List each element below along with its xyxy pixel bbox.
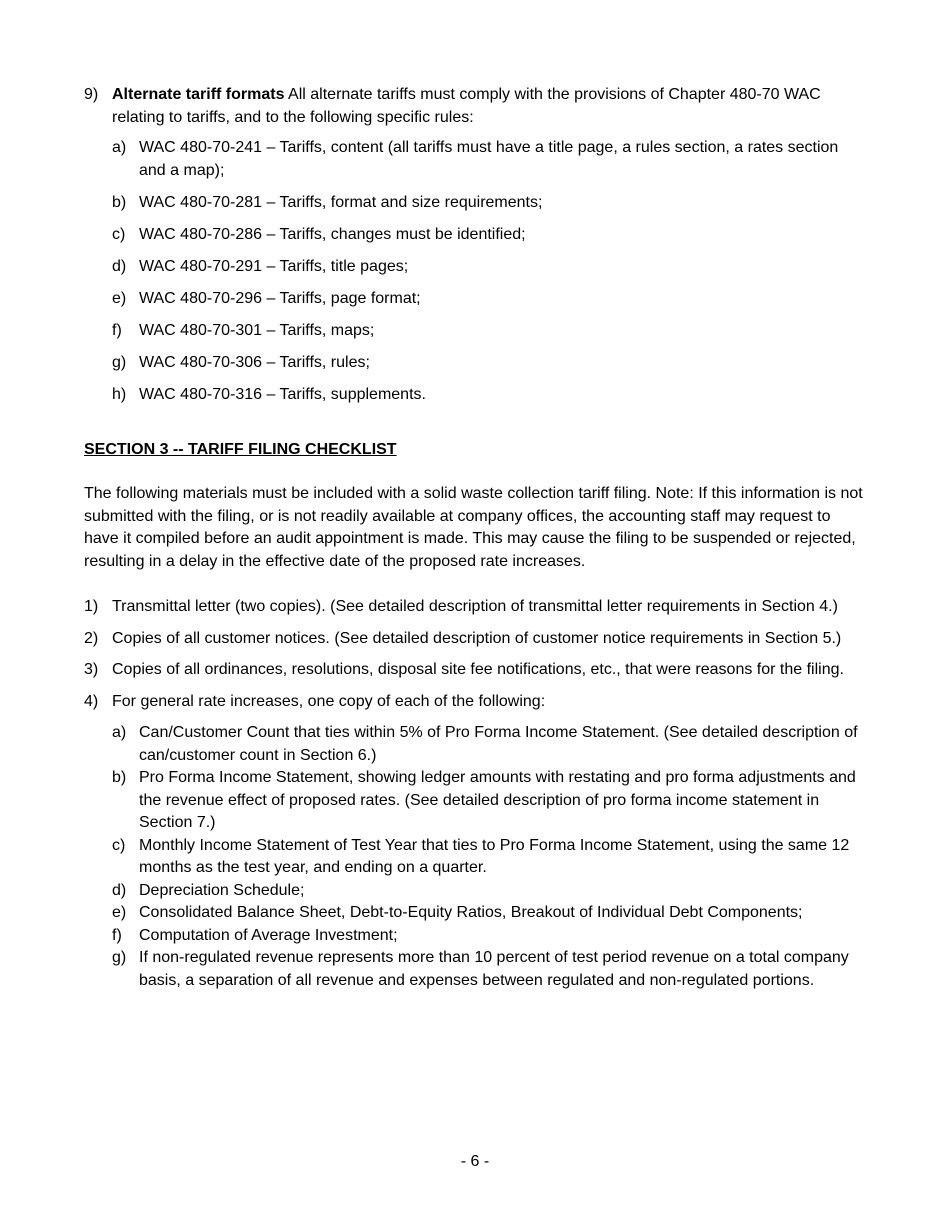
sub-item-9c [112, 224, 864, 247]
sub-item-text: WAC 480-70-286 – Tariffs, changes must be identified; [139, 226, 526, 243]
sub-item-9f [112, 320, 864, 343]
sub-item-text: Pro Forma Income Statement, showing ledger amounts with restating and pro forma adjustments and the revenue effect of proposed rates. (See detailed description of pro forma income statement in Section 7.) [139, 769, 856, 831]
sub-item-4g [112, 947, 864, 992]
sub-item-number: a) [112, 724, 127, 741]
sub-item-4e [112, 902, 864, 925]
sub-item-text: WAC 480-70-316 – Tariffs, supplements. [139, 386, 426, 403]
sub-item-number: e) [112, 290, 127, 307]
sub-item-number: e) [112, 904, 127, 921]
list-item-2 [84, 628, 864, 651]
section-intro-paragraph: The following materials must be included with a solid waste collection tariff filing. Note: If this information is not submitted with the filing, or is not readily available at company offices, the accounting staff may request to have it compiled before an audit appointment is made. This may cause the filing to be suspended or rejected, resulting in a delay in the effective date of the proposed rate increases. [84, 485, 863, 570]
sub-item-number: d) [112, 881, 127, 899]
sub-item-4f [112, 925, 864, 948]
sub-item-9a [112, 137, 864, 182]
item-body: All alternate tariffs must comply with the provisions of Chapter 480-70 WAC relating to tariffs, and to the following specific rules: [112, 86, 821, 126]
list-item-9 [84, 84, 864, 129]
sub-item-text: WAC 480-70-241 – Tariffs, content (all tariffs must have a title page, a rules section, a rates section and a map); [139, 139, 839, 179]
sub-item-text: If non-regulated revenue represents more than 10 percent of test period revenue on a total company basis, a separation of all revenue and expenses between regulated and non-regulated portions. [139, 949, 849, 989]
sub-item-4b [112, 767, 864, 835]
sub-item-4d [112, 880, 864, 903]
item-text: For general rate increases, one copy of each of the following: [112, 692, 546, 710]
page-number: - 6 - [460, 1153, 490, 1170]
sub-item-9b [112, 192, 864, 215]
sub-item-number: g) [112, 949, 127, 966]
item-number: 3) [84, 661, 99, 678]
item-text: Transmittal letter (two copies). (See detailed description of transmittal letter requirements in Section 4.) [112, 598, 838, 615]
item-text: Copies of all ordinances, resolutions, disposal site fee notifications, etc., that were reasons for the filing. [112, 661, 844, 678]
item-text [112, 84, 864, 129]
sub-item-text: Monthly Income Statement of Test Year that ties to Pro Forma Income Statement, using the same 12 months as the test year, and ending on a quarter. [139, 836, 850, 876]
sub-item-text: Consolidated Balance Sheet, Debt-to-Equity Ratios, Breakout of Individual Debt Components; [139, 904, 803, 921]
sub-item-4a [112, 722, 864, 767]
item-number: 2) [84, 629, 99, 647]
list-item-1 [84, 596, 864, 619]
sub-item-number: a) [112, 139, 127, 156]
item-number: 1) [84, 598, 99, 615]
item-number: 9) [84, 86, 99, 103]
list-item-4 [84, 691, 864, 714]
sub-item-9d [112, 256, 864, 279]
sub-item-text: WAC 480-70-291 – Tariffs, title pages; [139, 258, 409, 275]
sub-item-number: c) [112, 226, 126, 243]
document-page [84, 84, 864, 992]
sub-item-text: Depreciation Schedule; [139, 881, 305, 899]
sub-item-4c [112, 835, 864, 880]
sub-item-number: d) [112, 258, 127, 275]
sub-item-number: b) [112, 769, 127, 786]
sub-item-text: Computation of Average Investment; [139, 926, 398, 944]
sub-item-9g [112, 352, 864, 375]
sub-item-text: Can/Customer Count that ties within 5% of Pro Forma Income Statement. (See detailed description of can/customer count in Section 6.) [139, 724, 858, 764]
sub-item-number: b) [112, 194, 127, 211]
item-number: 4) [84, 692, 99, 710]
item-text: Copies of all customer notices. (See detailed description of customer notice requirements in Section 5.) [112, 629, 842, 647]
sub-item-number: h) [112, 386, 127, 403]
sub-item-text: WAC 480-70-281 – Tariffs, format and size requirements; [139, 194, 543, 211]
sub-item-number: f) [112, 926, 122, 944]
sub-item-text: WAC 480-70-301 – Tariffs, maps; [139, 322, 375, 339]
sub-item-text: WAC 480-70-306 – Tariffs, rules; [139, 354, 370, 371]
sub-item-text: WAC 480-70-296 – Tariffs, page format; [139, 290, 421, 307]
sub-item-9h [112, 384, 864, 407]
sub-item-number: g) [112, 354, 127, 371]
sub-item-number: c) [112, 836, 126, 854]
sub-item-9e [112, 288, 864, 311]
list-item-3 [84, 659, 864, 682]
item-bold-title: Alternate tariff formats [112, 86, 285, 103]
section-heading: SECTION 3 -- TARIFF FILING CHECKLIST [84, 440, 397, 458]
sub-item-number: f) [112, 322, 122, 339]
